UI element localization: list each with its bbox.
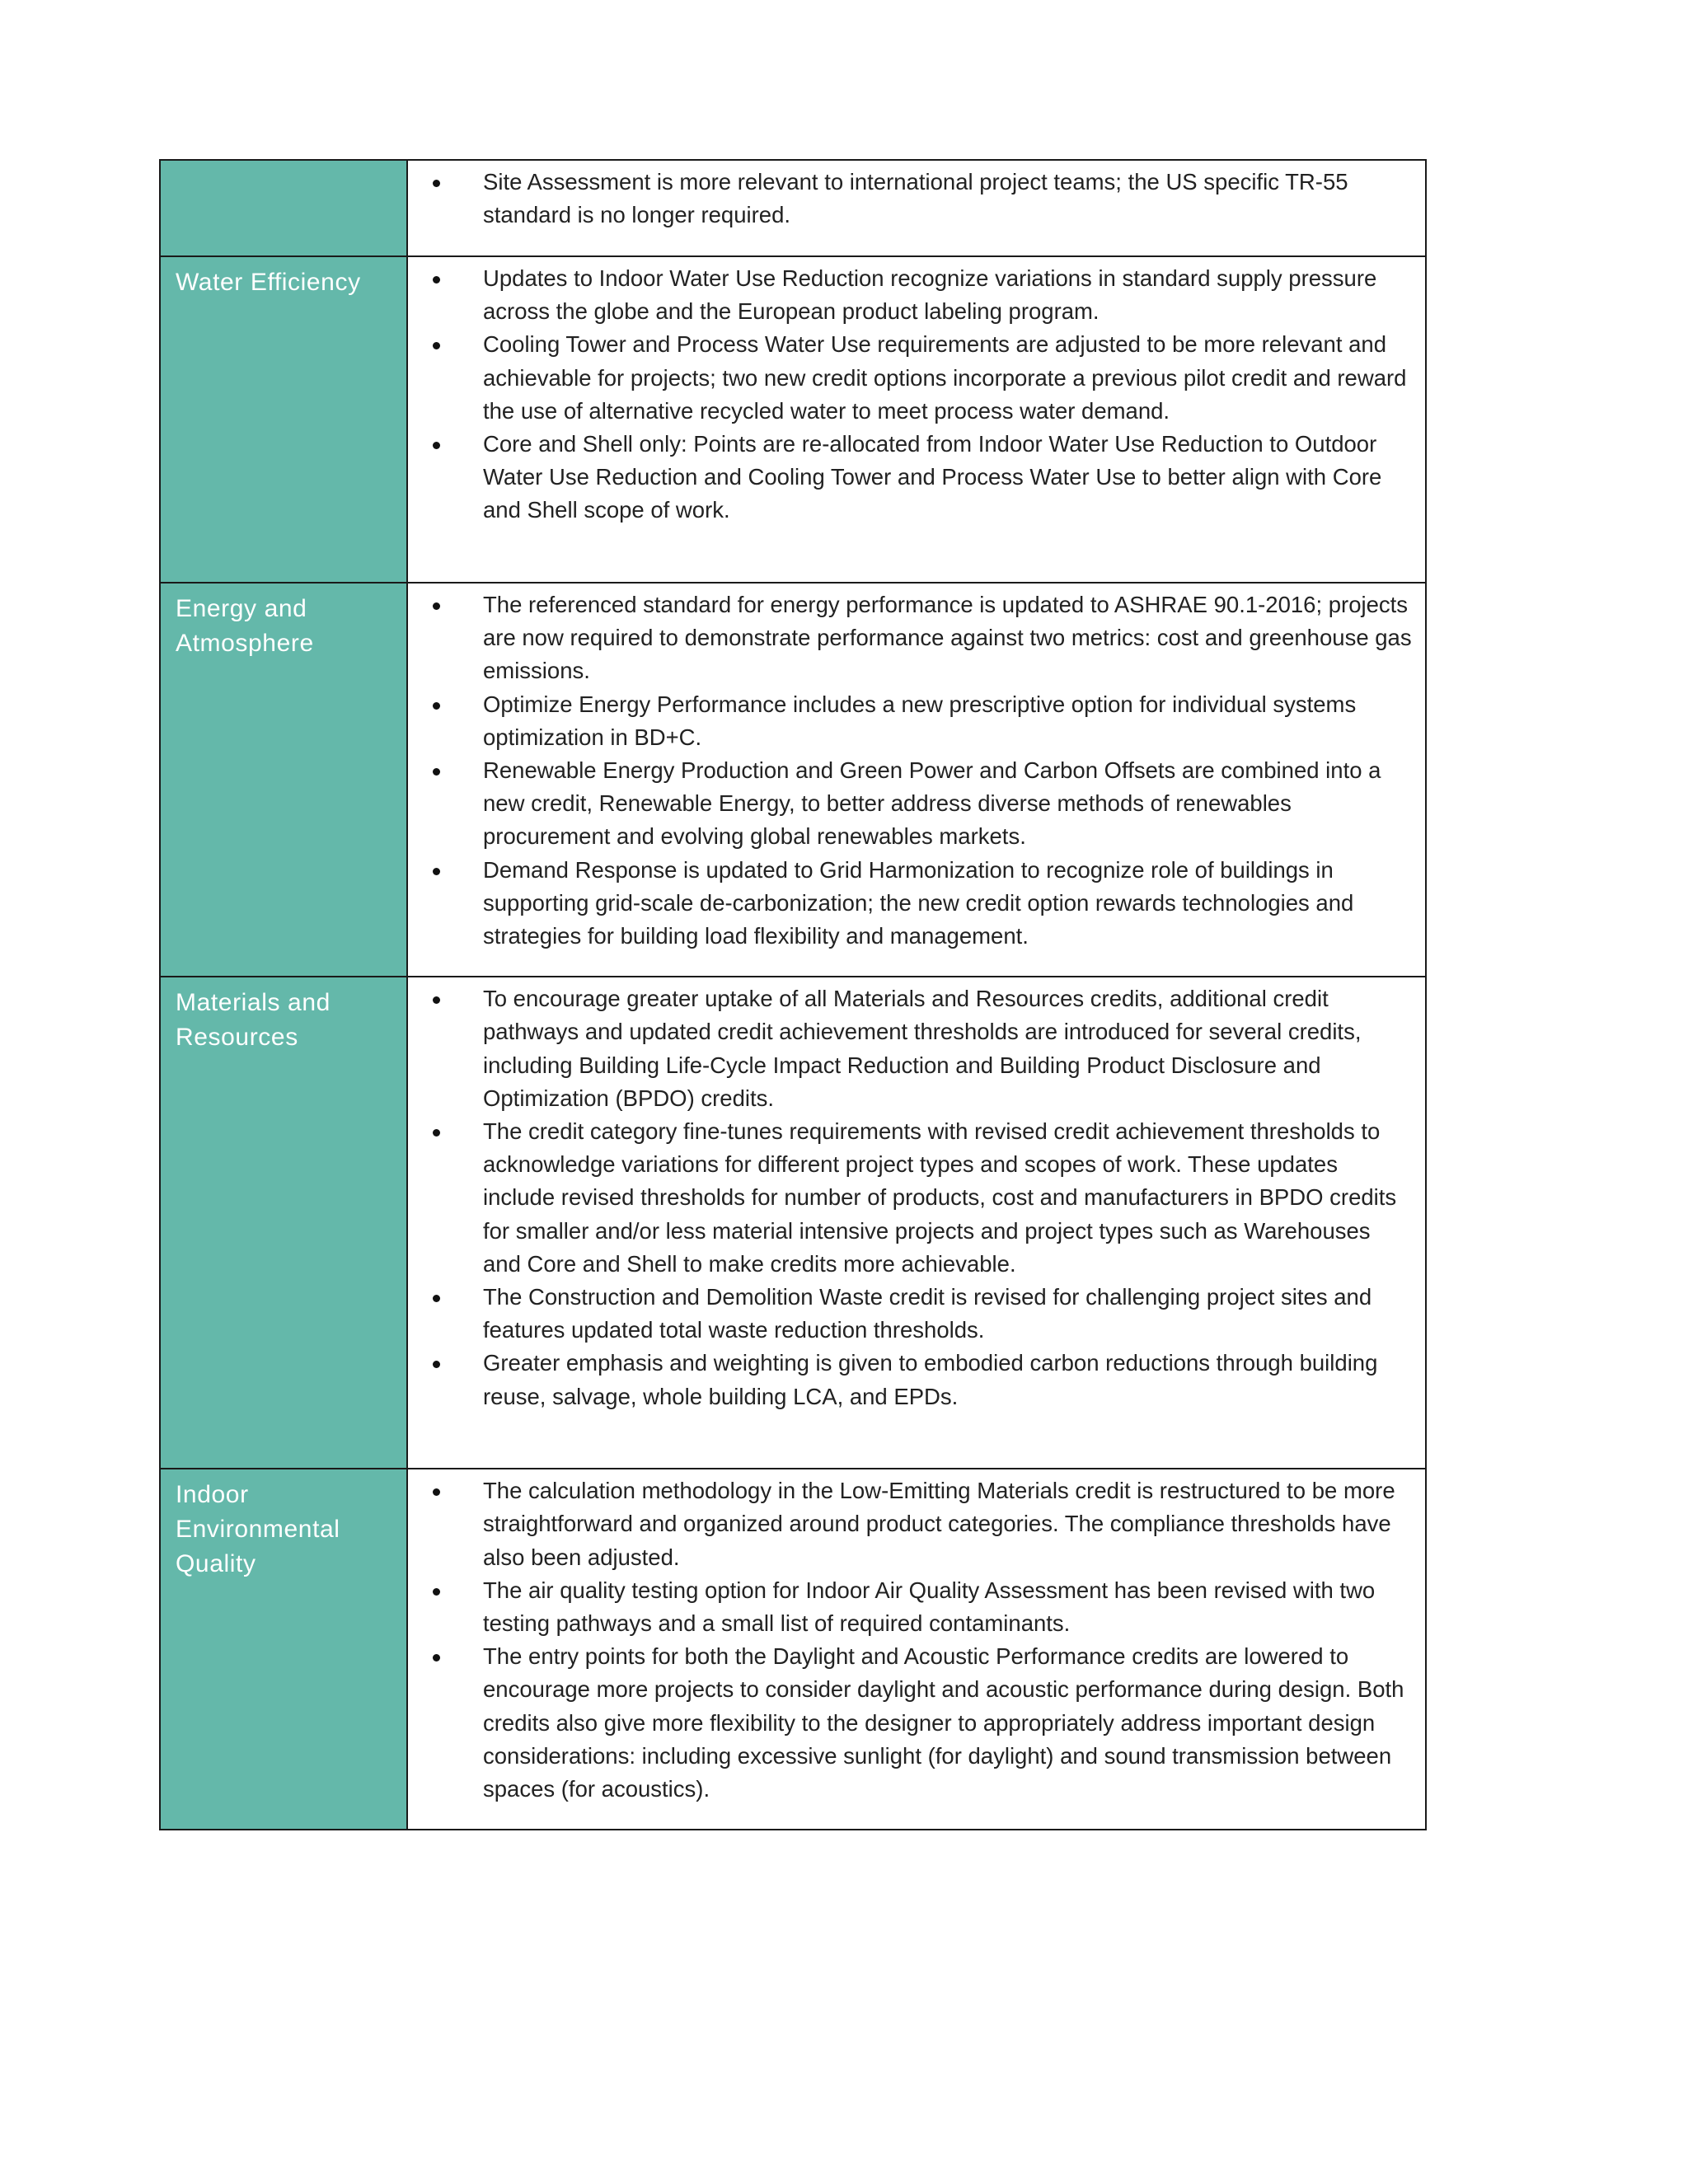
list-item bbox=[408, 854, 1414, 954]
description-cell bbox=[407, 1469, 1426, 1830]
list-item bbox=[408, 1281, 1414, 1347]
bullet-text: Core and Shell only: Points are re-allocated from Indoor Water Use Reduction to Outdoor Water Use Reduction and Cooling Tower and Process Water Use to better align with Core and Shell scope of work. bbox=[483, 431, 1382, 523]
list-item bbox=[408, 1640, 1414, 1806]
list-item bbox=[408, 428, 1414, 527]
category-cell-indoor-environmental-quality: Indoor Environmental Quality bbox=[160, 1469, 407, 1830]
bullet-icon bbox=[433, 1488, 440, 1496]
table-row bbox=[160, 256, 1426, 583]
list-item bbox=[408, 754, 1414, 854]
list-item bbox=[408, 982, 1414, 1115]
bullet-icon bbox=[433, 1295, 440, 1302]
bullet-icon bbox=[433, 1654, 440, 1661]
bullet-text: The referenced standard for energy performance is updated to ASHRAE 90.1-2016; projects are now required to demonstrate performance against two metrics: cost and greenhouse gas emissions. bbox=[483, 592, 1412, 684]
bullet-text: Updates to Indoor Water Use Reduction recognize variations in standard supply pressure across the globe and the European product labeling program. bbox=[483, 265, 1377, 325]
bullet-text: Demand Response is updated to Grid Harmonization to recognize role of buildings in supporting grid-scale de-carbonization; the new credit option rewards technologies and strategies for building load flexibility and management. bbox=[483, 856, 1354, 949]
list-item bbox=[408, 1347, 1414, 1413]
category-cell bbox=[160, 160, 407, 256]
bullet-list bbox=[408, 166, 1414, 232]
bullet-icon bbox=[433, 768, 440, 776]
table-row bbox=[160, 1469, 1426, 1830]
bullet-text: Optimize Energy Performance includes a new prescriptive option for individual systems optimization in BD+C. bbox=[483, 691, 1357, 750]
bullet-icon bbox=[433, 868, 440, 875]
description-cell bbox=[407, 977, 1426, 1469]
category-cell-materials-and-resources: Materials and Resources bbox=[160, 977, 407, 1469]
bullet-text: The Construction and Demolition Waste credit is revised for challenging project sites and features updated total waste reduction thresholds. bbox=[483, 1284, 1372, 1343]
bullet-list bbox=[408, 262, 1414, 527]
bullet-icon bbox=[433, 180, 440, 187]
list-item bbox=[408, 262, 1414, 328]
bullet-text: The entry points for both the Daylight and Acoustic Performance credits are lowered to encourage more projects to consider daylight and acoustic performance during design. Both credits also give more flexibility to the designer to appropriately address important design considerations: including excessive sunlight (for daylight) and sound transmission between spaces (for acoustics). bbox=[483, 1643, 1404, 1802]
bullet-text: Renewable Energy Production and Green Power and Carbon Offsets are combined into a new credit, Renewable Energy, to better address diverse methods of renewables procurement and evolving global renewables markets. bbox=[483, 757, 1381, 850]
bullet-icon bbox=[433, 602, 440, 610]
category-cell-energy-and-atmosphere: Energy and Atmosphere bbox=[160, 583, 407, 977]
list-item bbox=[408, 1574, 1414, 1640]
bullet-text: The air quality testing option for Indoor Air Quality Assessment has been revised with two testing pathways and a small list of required contaminants. bbox=[483, 1577, 1376, 1637]
description-cell bbox=[407, 160, 1426, 256]
bullet-icon bbox=[433, 1361, 440, 1368]
bullet-list bbox=[408, 982, 1414, 1413]
bullet-list bbox=[408, 588, 1414, 953]
list-item bbox=[408, 166, 1414, 232]
list-item bbox=[408, 688, 1414, 754]
bullet-text: Cooling Tower and Process Water Use requirements are adjusted to be more relevant and achievable for projects; two new credit options incorporate a previous pilot credit and reward the use of alternative recycled water to meet process water demand. bbox=[483, 331, 1407, 424]
bullet-text: The calculation methodology in the Low-Emitting Materials credit is restructured to be more straightforward and organized around product categories. The compliance thresholds have also been adjusted. bbox=[483, 1478, 1395, 1570]
description-cell bbox=[407, 256, 1426, 583]
bullet-icon bbox=[433, 1129, 440, 1137]
bullet-text: To encourage greater uptake of all Materials and Resources credits, additional credit pathways and updated credit achievement thresholds are introduced for several credits, including Building Life-Cycle Impact Reduction and Building Product Disclosure and Optimization (BPDO) credits. bbox=[483, 986, 1362, 1111]
bullet-icon bbox=[433, 702, 440, 710]
credit-category-table bbox=[159, 159, 1427, 1830]
category-cell-water-efficiency: Water Efficiency bbox=[160, 256, 407, 583]
list-item bbox=[408, 328, 1414, 428]
bullet-icon bbox=[433, 996, 440, 1004]
table-row bbox=[160, 160, 1426, 256]
list-item bbox=[408, 1474, 1414, 1574]
bullet-text: The credit category fine-tunes requirements with revised credit achievement thresholds to acknowledge variations for different project types and scopes of work. These updates include revised thresholds for number of products, cost and manufacturers in BPDO credits for smaller and/or less material intensive projects and project types such as Warehouses and Core and Shell to make credits more achievable. bbox=[483, 1118, 1397, 1277]
table-row bbox=[160, 977, 1426, 1469]
bullet-text: Site Assessment is more relevant to international project teams; the US specific TR-55 standard is no longer required. bbox=[483, 169, 1348, 228]
bullet-icon bbox=[433, 442, 440, 449]
list-item bbox=[408, 1115, 1414, 1281]
bullet-icon bbox=[433, 276, 440, 284]
description-cell bbox=[407, 583, 1426, 977]
bullet-icon bbox=[433, 1588, 440, 1596]
list-item bbox=[408, 588, 1414, 688]
bullet-text: Greater emphasis and weighting is given to embodied carbon reductions through building reuse, salvage, whole building LCA, and EPDs. bbox=[483, 1350, 1378, 1409]
table-row bbox=[160, 583, 1426, 977]
bullet-list bbox=[408, 1474, 1414, 1806]
bullet-icon bbox=[433, 342, 440, 349]
